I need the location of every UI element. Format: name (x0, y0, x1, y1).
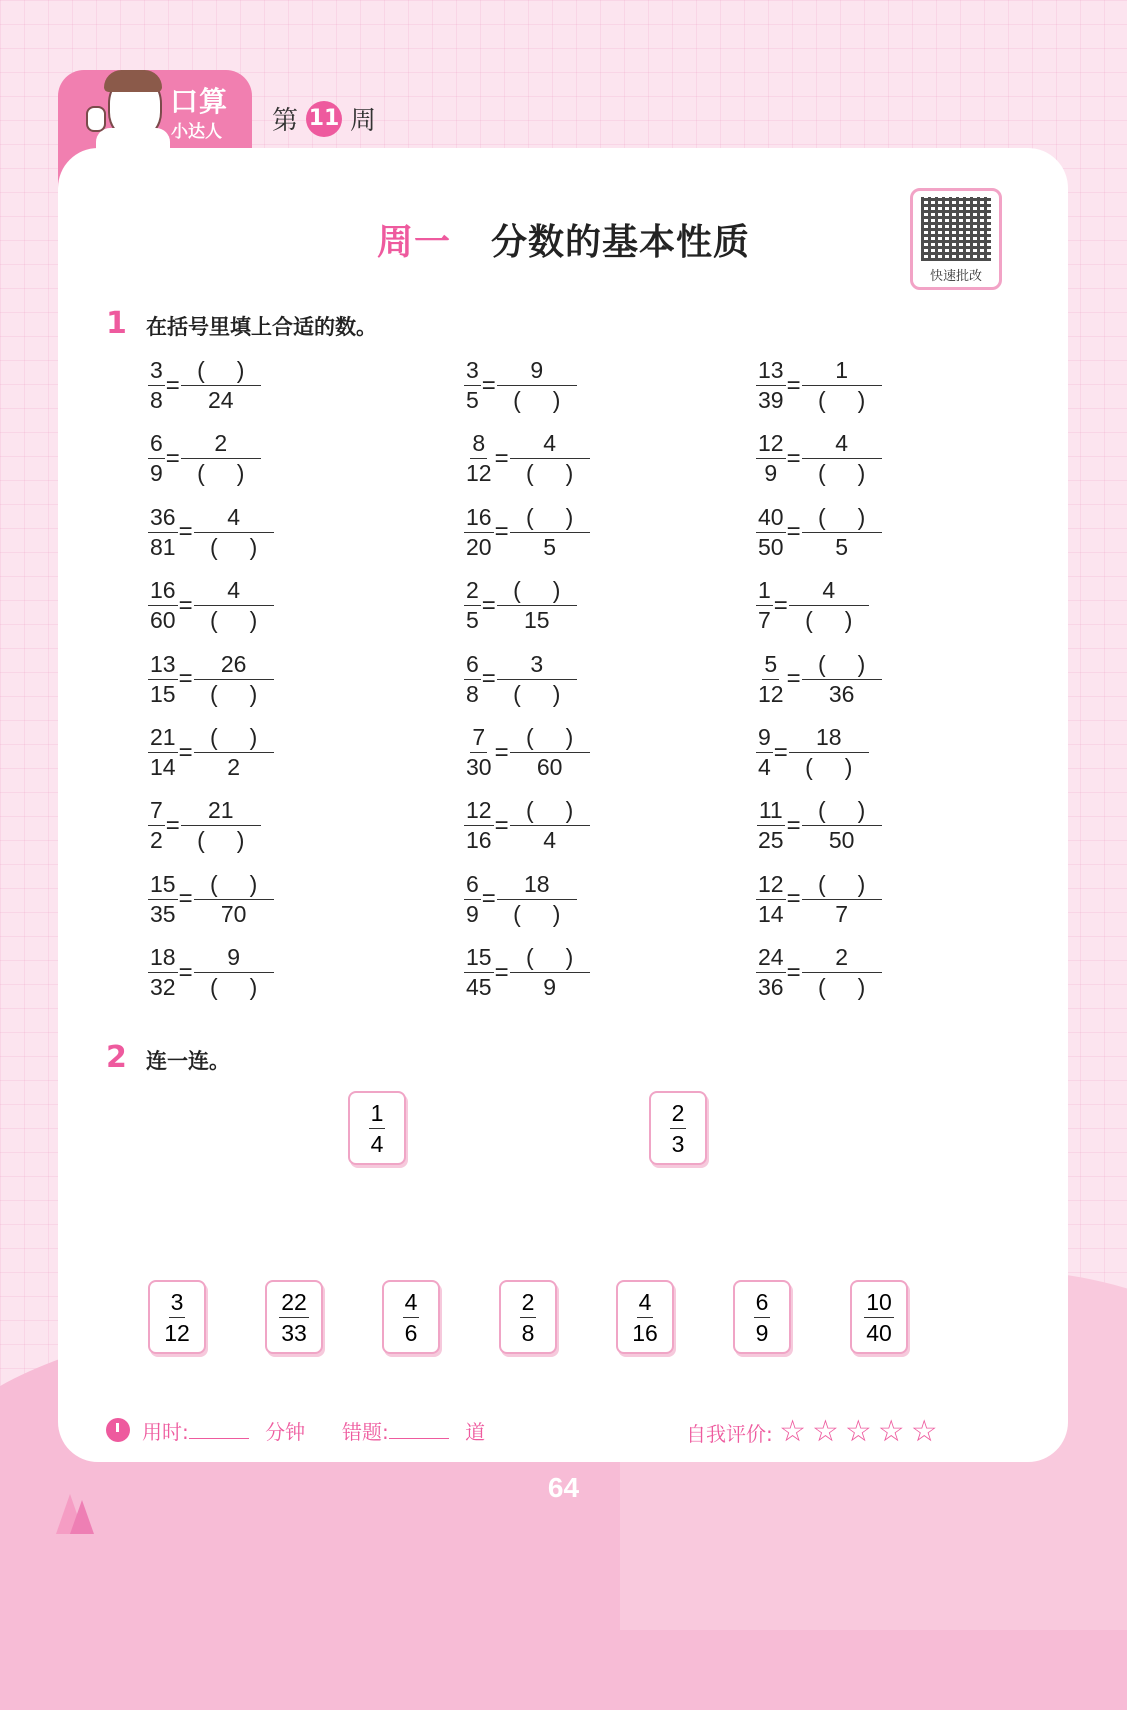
mascot-body (96, 128, 170, 150)
answer-fraction[interactable] (181, 796, 261, 855)
answer-blank[interactable]: ( ) (510, 503, 590, 533)
question-1-number: 1 (106, 306, 127, 341)
fraction (520, 1287, 537, 1348)
numerator: 21 (148, 723, 178, 753)
denominator: 12 (164, 1319, 190, 1346)
fraction (630, 1287, 660, 1348)
equals-sign: = (786, 885, 801, 913)
equals-sign: = (786, 958, 801, 986)
answer-fraction[interactable] (789, 576, 869, 635)
given-fraction (464, 576, 481, 635)
equals-sign: = (773, 591, 788, 619)
denominator: 9 (755, 1319, 769, 1346)
numerator: 9 (194, 943, 274, 973)
fraction (369, 1098, 386, 1159)
denominator: 50 (758, 533, 784, 560)
page-number: 64 (547, 1472, 580, 1503)
denominator: 15 (150, 680, 176, 707)
numerator: 4 (510, 429, 590, 459)
answer-blank[interactable]: ( ) (510, 723, 590, 753)
answer-blank[interactable]: ( ) (802, 503, 882, 533)
fraction-equation (464, 943, 590, 1002)
denominator: 7 (758, 607, 771, 634)
answer-fraction[interactable] (497, 356, 577, 415)
answer-fraction[interactable] (181, 429, 261, 488)
badge-subtitle: 小达人 (171, 122, 222, 142)
answer-blank[interactable]: ( ) (817, 460, 866, 487)
fraction-equation (464, 870, 577, 929)
equals-sign: = (178, 885, 193, 913)
equals-sign: = (786, 371, 801, 399)
equals-sign: = (178, 665, 193, 693)
match-option-card[interactable] (850, 1280, 908, 1354)
answer-fraction[interactable] (194, 943, 274, 1002)
answer-blank[interactable]: ( ) (197, 827, 245, 854)
time-label: 用时: (142, 1420, 189, 1444)
answer-blank[interactable]: ( ) (513, 900, 561, 927)
equals-sign: = (165, 811, 180, 839)
answer-blank[interactable]: ( ) (194, 870, 274, 900)
qr-label: 快速批改 (929, 269, 982, 284)
denominator: 35 (150, 900, 176, 927)
fraction-equation (148, 943, 274, 1002)
equals-sign: = (481, 665, 496, 693)
mascot-hair (104, 70, 162, 92)
match-option-card[interactable] (499, 1280, 557, 1354)
qr-code-box[interactable] (910, 188, 1002, 290)
errors-field[interactable] (342, 1416, 485, 1445)
numerator: 4 (789, 576, 869, 606)
answer-fraction[interactable] (802, 870, 882, 929)
numerator: 40 (756, 503, 786, 533)
time-blank[interactable] (189, 1420, 249, 1439)
match-option-card[interactable] (382, 1280, 440, 1354)
match-target-card[interactable] (649, 1091, 707, 1165)
thumbs-up-icon (86, 106, 106, 132)
denominator: 8 (521, 1319, 535, 1346)
denominator: 5 (835, 533, 848, 560)
denominator: 9 (150, 460, 163, 487)
denominator: 8 (150, 387, 163, 413)
answer-blank[interactable]: ( ) (181, 356, 261, 386)
given-fraction (148, 943, 178, 1002)
denominator: 3 (671, 1130, 685, 1157)
week-prefix: 第 (272, 106, 299, 136)
equals-sign: = (494, 738, 509, 766)
given-fraction (756, 870, 786, 929)
stopwatch-icon (106, 1418, 130, 1442)
given-fraction (148, 870, 178, 929)
numerator: 4 (194, 503, 274, 533)
answer-blank[interactable]: ( ) (805, 607, 853, 634)
answer-blank[interactable]: ( ) (802, 650, 882, 680)
numerator: 18 (789, 723, 869, 753)
denominator: 14 (758, 900, 784, 927)
fraction-equation (756, 650, 882, 709)
answer-blank[interactable]: ( ) (513, 680, 561, 707)
rating-stars-icon[interactable]: ☆☆☆☆☆ (779, 1414, 944, 1449)
week-label (272, 100, 376, 137)
equals-sign: = (494, 518, 509, 546)
match-option-card[interactable] (733, 1280, 791, 1354)
numerator: 24 (756, 943, 786, 973)
given-fraction (464, 429, 494, 488)
numerator: 8 (470, 429, 487, 459)
denominator: 25 (758, 827, 784, 854)
numerator: 26 (194, 650, 274, 680)
fraction-equation (148, 356, 261, 415)
denominator: 5 (466, 607, 479, 634)
answer-blank[interactable]: ( ) (197, 460, 245, 487)
denominator: 6 (404, 1319, 418, 1346)
week-suffix: 周 (350, 106, 377, 136)
self-eval-label: 自我评价: (686, 1422, 773, 1446)
answer-blank[interactable]: ( ) (817, 387, 866, 413)
fraction (162, 1287, 192, 1348)
answer-fraction[interactable] (194, 723, 274, 782)
answer-fraction[interactable] (194, 576, 274, 635)
equals-sign: = (165, 444, 180, 472)
tree-decoration-icon-2 (70, 1500, 94, 1534)
given-fraction (756, 723, 773, 782)
answer-blank[interactable]: ( ) (209, 533, 258, 560)
fraction (403, 1287, 420, 1348)
numerator: 4 (403, 1287, 420, 1318)
fraction (670, 1098, 687, 1159)
time-field[interactable] (142, 1416, 305, 1445)
fraction-equation (464, 576, 577, 635)
match-option-card[interactable] (265, 1280, 323, 1354)
answer-blank[interactable]: ( ) (525, 460, 574, 487)
denominator: 70 (220, 900, 247, 927)
denominator: 60 (150, 607, 176, 634)
given-fraction (148, 650, 178, 709)
self-evaluation (686, 1414, 944, 1449)
numerator: 10 (864, 1287, 894, 1318)
numerator: 2 (670, 1098, 687, 1129)
fraction-equation (756, 429, 882, 488)
answer-fraction[interactable] (194, 870, 274, 929)
answer-fraction[interactable] (510, 943, 590, 1002)
answer-blank[interactable]: ( ) (209, 974, 258, 1001)
fraction-equation (148, 796, 261, 855)
given-fraction (756, 796, 786, 855)
numerator: 15 (464, 943, 494, 973)
fraction-equation (148, 503, 274, 562)
match-option-card[interactable] (148, 1280, 206, 1354)
given-fraction (464, 723, 494, 782)
answer-blank[interactable]: ( ) (802, 870, 882, 900)
given-fraction (756, 503, 786, 562)
numerator: 1 (369, 1098, 386, 1129)
fraction-equation (148, 429, 261, 488)
answer-blank[interactable]: ( ) (805, 754, 853, 780)
equals-sign: = (178, 958, 193, 986)
fraction (864, 1287, 894, 1348)
numerator: 3 (169, 1287, 186, 1318)
equals-sign: = (773, 738, 788, 766)
numerator: 13 (756, 356, 786, 386)
equals-sign: = (494, 958, 509, 986)
denominator: 4 (370, 1130, 384, 1157)
answer-blank[interactable]: ( ) (817, 974, 866, 1001)
numerator: 16 (148, 576, 178, 606)
denominator: 9 (764, 460, 778, 487)
fraction-equation (464, 356, 577, 415)
denominator: 36 (828, 680, 855, 707)
given-fraction (464, 650, 481, 709)
answer-fraction[interactable] (510, 796, 590, 855)
fraction-equation (756, 723, 869, 782)
numerator: 12 (756, 870, 786, 900)
equals-sign: = (481, 885, 496, 913)
denominator: 15 (524, 607, 550, 634)
question-2-number: 2 (106, 1040, 127, 1075)
numerator: 16 (464, 503, 494, 533)
denominator: 4 (543, 827, 556, 854)
numerator: 11 (757, 796, 785, 826)
answer-fraction[interactable] (510, 503, 590, 562)
answer-blank[interactable]: ( ) (802, 796, 882, 826)
fraction-equation (464, 503, 590, 562)
match-option-card[interactable] (616, 1280, 674, 1354)
fraction-equation (756, 576, 869, 635)
denominator: 5 (466, 387, 479, 413)
numerator: 18 (148, 943, 178, 973)
denominator: 39 (758, 387, 784, 413)
equals-sign: = (786, 518, 801, 546)
answer-fraction[interactable] (802, 943, 882, 1002)
denominator: 81 (150, 533, 176, 560)
equals-sign: = (481, 371, 496, 399)
answer-fraction[interactable] (802, 796, 882, 855)
fraction-equation (756, 796, 882, 855)
fraction-equation (464, 429, 590, 488)
answer-fraction[interactable] (510, 429, 590, 488)
given-fraction (464, 356, 481, 415)
numerator: 21 (181, 796, 261, 826)
errors-label: 错题: (342, 1420, 389, 1444)
errors-unit: 道 (465, 1420, 486, 1444)
qr-code-icon[interactable] (921, 197, 991, 261)
numerator: 1 (756, 576, 773, 606)
numerator: 9 (497, 356, 577, 386)
given-fraction (756, 650, 786, 709)
answer-fraction[interactable] (497, 576, 577, 635)
answer-fraction[interactable] (497, 650, 577, 709)
numerator: 7 (470, 723, 487, 753)
answer-fraction[interactable] (802, 356, 882, 415)
answer-fraction[interactable] (789, 723, 869, 782)
fraction-equation (148, 576, 274, 635)
fraction-equation (148, 650, 274, 709)
numerator: 6 (754, 1287, 771, 1318)
denominator: 7 (835, 900, 848, 927)
answer-blank[interactable]: ( ) (209, 680, 258, 707)
denominator: 8 (466, 680, 479, 707)
given-fraction (756, 429, 786, 488)
fraction-equation (756, 943, 882, 1002)
denominator: 20 (466, 533, 492, 560)
answer-fraction[interactable] (510, 723, 590, 782)
numerator: 4 (194, 576, 274, 606)
numerator: 12 (756, 429, 786, 459)
fraction-equation (148, 723, 274, 782)
numerator: 3 (497, 650, 577, 680)
numerator: 1 (802, 356, 882, 386)
numerator: 3 (148, 356, 165, 386)
denominator: 45 (466, 974, 492, 1001)
answer-fraction[interactable] (194, 650, 274, 709)
numerator: 7 (148, 796, 165, 826)
answer-blank[interactable]: ( ) (194, 723, 274, 753)
equals-sign: = (786, 811, 801, 839)
answer-blank[interactable]: ( ) (497, 576, 577, 606)
equals-sign: = (494, 444, 509, 472)
numerator: 12 (464, 796, 494, 826)
fraction-equation (756, 356, 882, 415)
denominator: 50 (828, 827, 855, 854)
numerator: 9 (756, 723, 773, 753)
numerator: 15 (148, 870, 178, 900)
given-fraction (756, 356, 786, 415)
badge-title: 口算 (170, 85, 229, 118)
given-fraction (148, 576, 178, 635)
question-2-instruction: 连一连。 (146, 1049, 230, 1073)
week-number-badge: 11 (306, 101, 342, 137)
numerator: 36 (148, 503, 178, 533)
numerator: 3 (464, 356, 481, 386)
equals-sign: = (165, 371, 180, 399)
denominator: 9 (543, 974, 556, 1001)
given-fraction (464, 870, 481, 929)
denominator: 9 (466, 900, 479, 927)
given-fraction (148, 796, 165, 855)
given-fraction (464, 943, 494, 1002)
fraction (754, 1287, 771, 1348)
equals-sign: = (481, 591, 496, 619)
title-topic: 分数的基本性质 (491, 222, 751, 263)
equals-sign: = (786, 665, 801, 693)
denominator: 32 (150, 974, 176, 1001)
answer-blank[interactable]: ( ) (209, 607, 258, 634)
given-fraction (756, 943, 786, 1002)
given-fraction (148, 503, 178, 562)
title-day: 周一 (376, 222, 451, 263)
numerator: 18 (497, 870, 577, 900)
denominator: 40 (866, 1319, 892, 1346)
numerator: 4 (802, 429, 882, 459)
time-unit: 分钟 (265, 1420, 306, 1444)
equals-sign: = (494, 811, 509, 839)
denominator: 2 (150, 827, 163, 854)
numerator: 13 (148, 650, 178, 680)
denominator: 33 (281, 1319, 307, 1346)
fraction-equation (464, 650, 577, 709)
answer-blank[interactable]: ( ) (513, 387, 561, 413)
numerator: 6 (464, 650, 481, 680)
denominator: 5 (543, 533, 556, 560)
answer-fraction[interactable] (802, 650, 882, 709)
given-fraction (148, 429, 165, 488)
given-fraction (464, 796, 494, 855)
answer-fraction[interactable] (194, 503, 274, 562)
fraction-equation (148, 870, 274, 929)
numerator: 6 (464, 870, 481, 900)
denominator: 4 (758, 754, 771, 780)
equals-sign: = (786, 444, 801, 472)
denominator: 14 (150, 754, 176, 780)
answer-fraction[interactable] (497, 870, 577, 929)
denominator: 12 (758, 680, 784, 707)
denominator: 24 (208, 387, 234, 413)
fraction-equation (756, 503, 882, 562)
equals-sign: = (178, 518, 193, 546)
numerator: 22 (279, 1287, 309, 1318)
equals-sign: = (178, 738, 193, 766)
given-fraction (148, 723, 178, 782)
answer-fraction[interactable] (802, 429, 882, 488)
denominator: 16 (466, 827, 492, 854)
numerator: 6 (148, 429, 165, 459)
answer-blank[interactable]: ( ) (510, 796, 590, 826)
fraction-equation (464, 796, 590, 855)
answer-fraction[interactable] (181, 356, 261, 415)
given-fraction (148, 356, 165, 415)
answer-blank[interactable]: ( ) (510, 943, 590, 973)
fraction (279, 1287, 309, 1348)
denominator: 16 (632, 1319, 658, 1346)
numerator: 4 (637, 1287, 654, 1318)
fraction-equation (464, 723, 590, 782)
fraction-equation (756, 870, 882, 929)
match-target-card[interactable] (348, 1091, 406, 1165)
errors-blank[interactable] (389, 1420, 449, 1439)
denominator: 36 (758, 974, 784, 1001)
equals-sign: = (178, 591, 193, 619)
question-1-instruction: 在括号里填上合适的数。 (146, 315, 377, 339)
numerator: 2 (520, 1287, 537, 1318)
denominator: 30 (466, 754, 492, 780)
answer-fraction[interactable] (802, 503, 882, 562)
numerator: 2 (464, 576, 481, 606)
numerator: 2 (181, 429, 261, 459)
denominator: 2 (227, 754, 240, 780)
numerator: 2 (802, 943, 882, 973)
numerator: 5 (762, 650, 779, 680)
denominator: 12 (466, 460, 492, 487)
given-fraction (464, 503, 494, 562)
given-fraction (756, 576, 773, 635)
denominator: 60 (536, 754, 563, 780)
